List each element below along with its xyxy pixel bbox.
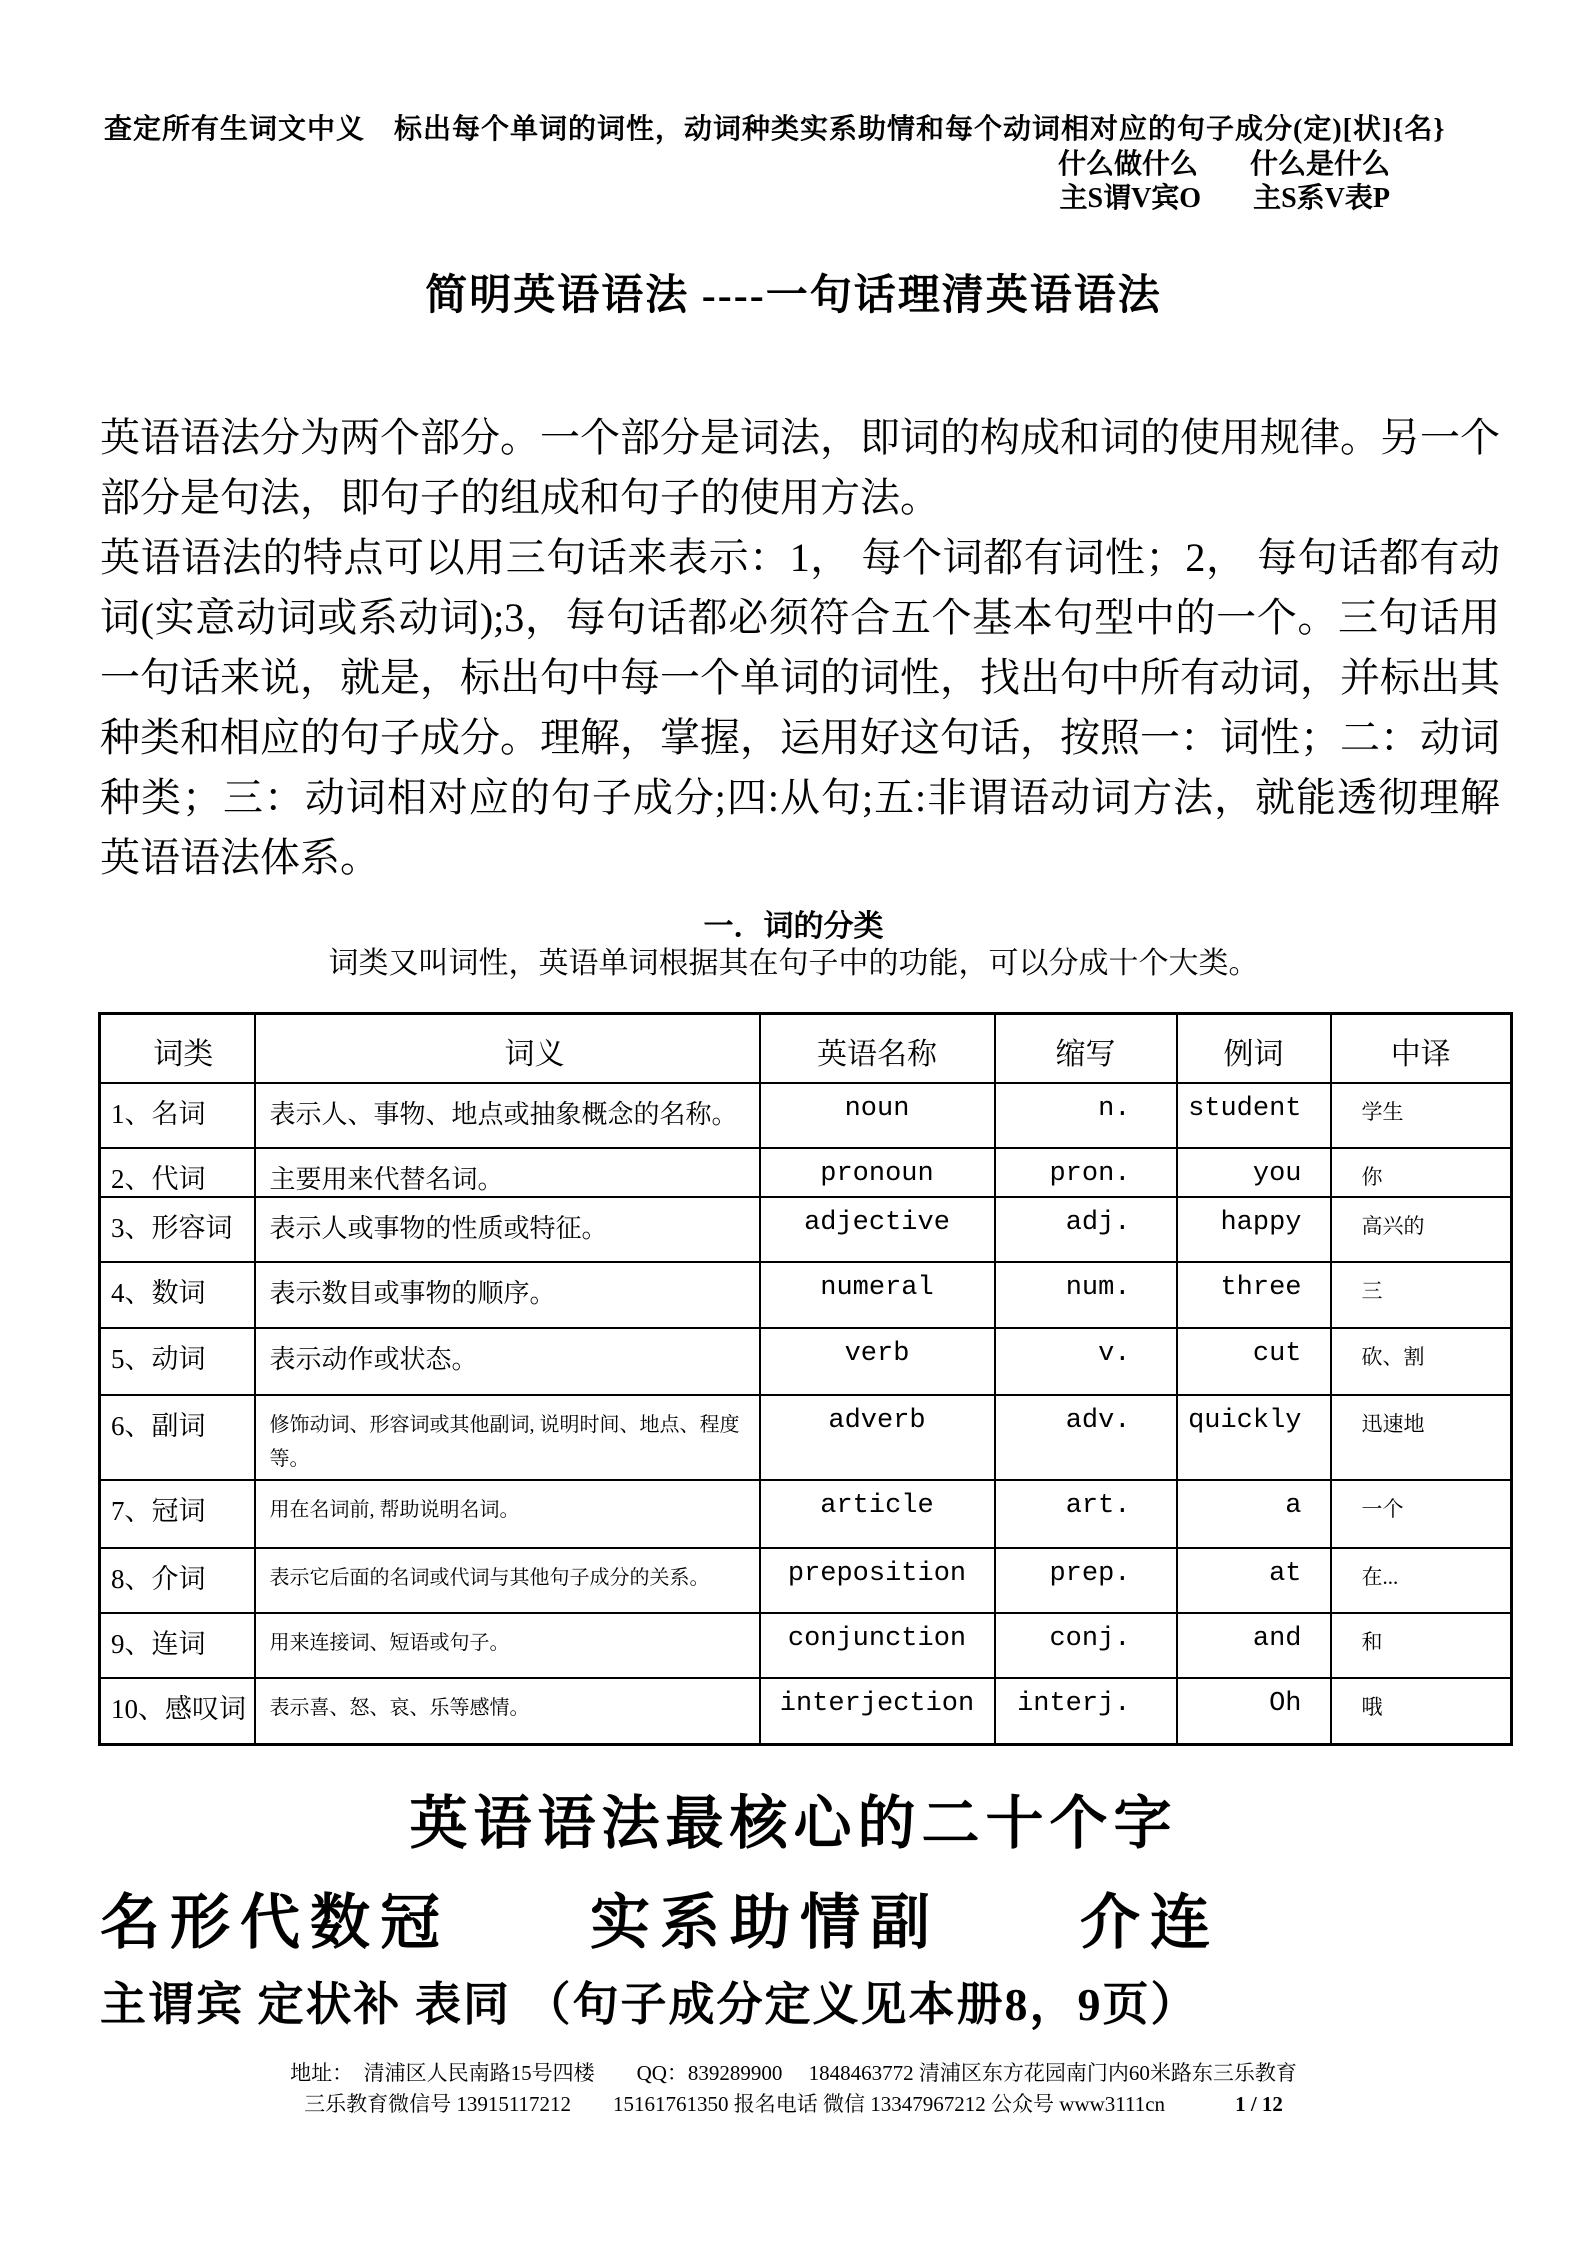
- table-row-verb: [100, 1328, 1512, 1395]
- table-cell: 表示动作或状态。: [255, 1328, 760, 1395]
- table-cell: 表示数目或事物的顺序。: [255, 1262, 760, 1328]
- header-what-does-what: 什么做什么: [1057, 149, 1198, 180]
- table-cell: 10、感叹词: [100, 1678, 255, 1745]
- core-word-classes-line: 名形代数冠 实系助情副 介连: [100, 1890, 1220, 1956]
- table-cell: you: [1177, 1148, 1331, 1197]
- table-cell: 主要用来代替名词。: [255, 1148, 760, 1197]
- table-cell: art.: [995, 1480, 1177, 1548]
- table-cell: adverb: [760, 1395, 995, 1480]
- table-cell: article: [760, 1480, 995, 1548]
- page-title: 简明英语语法 ----一句话理清英语语法: [425, 273, 1162, 319]
- table-row-interjection: [100, 1678, 1512, 1745]
- table-cell: 用来连接词、短语或句子。: [255, 1613, 760, 1678]
- table-cell: 在...: [1331, 1548, 1512, 1613]
- table-cell: three: [1177, 1262, 1331, 1328]
- table-cell: 表示它后面的名词或代词与其他句子成分的关系。: [255, 1548, 760, 1613]
- table-cell: 一个: [1331, 1480, 1512, 1548]
- table-row-noun: [100, 1083, 1512, 1148]
- core-sentence-parts-line: 主谓宾 定状补 表同 （句子成分定义见本册8，9页）: [100, 1979, 1199, 2030]
- table-cell: interjection: [760, 1678, 995, 1745]
- table-cell: 2、代词: [100, 1148, 255, 1197]
- table-row-pronoun: [100, 1148, 1512, 1197]
- table-cell: 用在名词前, 帮助说明名词。: [255, 1480, 760, 1548]
- table-cell: conj.: [995, 1613, 1177, 1678]
- table-cell: 5、动词: [100, 1328, 255, 1395]
- table-cell: conjunction: [760, 1613, 995, 1678]
- table-cell: v.: [995, 1328, 1177, 1395]
- table-row-conjunction: [100, 1613, 1512, 1678]
- table-cell: 三: [1331, 1262, 1512, 1328]
- table-cell: 表示人、事物、地点或抽象概念的名称。: [255, 1083, 760, 1148]
- table-cell: verb: [760, 1328, 995, 1395]
- word-class-table: [98, 1012, 1513, 1746]
- header-svo-pattern: 主S谓V宾O: [1059, 183, 1202, 214]
- table-cell: 修饰动词、形容词或其他副词, 说明时间、地点、程度等。: [255, 1395, 760, 1480]
- intro-paragraph-2: 英语语法的特点可以用三句话来表示：1， 每个词都有词性；2， 每句话都有动词(实意动词或系动词);3，每句话都必须符合五个基本句型中的一个。三句话用一句话来说，就是，标出句中每一个单词的词性，找出句中所有动词，并标出其种类和相应的句子成分。理解，掌握，运用好这句话，按照一：词性；二：动词种类；三：动词相对应的句子成分;四:从句;五:非谓语动词方法，就能透彻理解英语语法体系。: [100, 535, 1500, 880]
- col-header-english-name: 英语名称: [760, 1014, 995, 1083]
- table-cell: a: [1177, 1480, 1331, 1548]
- table-cell: 8、介词: [100, 1548, 255, 1613]
- col-header-meaning: 词义: [255, 1014, 760, 1083]
- table-cell: 迅速地: [1331, 1395, 1512, 1480]
- table-row-article: [100, 1480, 1512, 1548]
- table-header-row: [100, 1014, 1512, 1083]
- col-header-abbreviation: 缩写: [995, 1014, 1177, 1083]
- table-cell: 你: [1331, 1148, 1512, 1197]
- table-cell: 表示喜、怒、哀、乐等感情。: [255, 1678, 760, 1745]
- intro-paragraph-1: 英语语法分为两个部分。一个部分是词法，即词的构成和词的使用规律。另一个部分是句法，即句子的组成和句子的使用方法。: [100, 415, 1500, 520]
- intro-paragraphs: [100, 408, 1500, 888]
- table-cell: 表示人或事物的性质或特征。: [255, 1197, 760, 1262]
- core-twenty-words-heading: 英语语法最核心的二十个字: [409, 1791, 1178, 1856]
- table-row-preposition: [100, 1548, 1512, 1613]
- footer-contact-line: [0, 2089, 1587, 2120]
- table-cell: numeral: [760, 1262, 995, 1328]
- table-cell: adj.: [995, 1197, 1177, 1262]
- table-row-adverb: [100, 1395, 1512, 1480]
- table-cell: adjective: [760, 1197, 995, 1262]
- table-cell: 高兴的: [1331, 1197, 1512, 1262]
- header-what-is-what: 什么是什么: [1249, 149, 1390, 180]
- footer-address-line: 地址： 清浦区人民南路15号四楼 QQ：839289900 1848463772 清浦区东方花园南门内60米路东三乐教育: [290, 2061, 1297, 2085]
- table-cell: 1、名词: [100, 1083, 255, 1148]
- table-cell: 哦: [1331, 1678, 1512, 1745]
- table-cell: 学生: [1331, 1083, 1512, 1148]
- footer-contact-text: 三乐教育微信号 13915117212 15161761350 报名电话 微信 13347967212 公众号 www3111cn: [304, 2092, 1166, 2116]
- table-cell: 9、连词: [100, 1613, 255, 1678]
- table-cell: cut: [1177, 1328, 1331, 1395]
- table-cell: adv.: [995, 1395, 1177, 1480]
- header-annotation-line1: 查定所有生词文中义 标出每个单词的词性，动词种类实系助情和每个动词相对应的句子成分(定)[状]{名}: [104, 114, 1446, 145]
- table-cell: at: [1177, 1548, 1331, 1613]
- table-cell: noun: [760, 1083, 995, 1148]
- header-svp-pattern: 主S系V表P: [1253, 183, 1390, 214]
- table-cell: 6、副词: [100, 1395, 255, 1480]
- table-cell: Oh: [1177, 1678, 1331, 1745]
- col-header-example: 例词: [1177, 1014, 1331, 1083]
- table-cell: 3、形容词: [100, 1197, 255, 1262]
- col-header-chinese-translation: 中译: [1331, 1014, 1512, 1083]
- table-cell: n.: [995, 1083, 1177, 1148]
- header-annotation-line3: [0, 182, 1587, 216]
- col-header-word-class: 词类: [100, 1014, 255, 1083]
- table-cell: pronoun: [760, 1148, 995, 1197]
- page-footer: [0, 2058, 1587, 2120]
- table-cell: 和: [1331, 1613, 1512, 1678]
- header-annotation-line2: [0, 148, 1587, 182]
- table-cell: 砍、割: [1331, 1328, 1512, 1395]
- table-cell: interj.: [995, 1678, 1177, 1745]
- table-cell: num.: [995, 1262, 1177, 1328]
- table-cell: and: [1177, 1613, 1331, 1678]
- page-number: 1 / 12: [1235, 2092, 1283, 2116]
- table-cell: student: [1177, 1083, 1331, 1148]
- table-cell: preposition: [760, 1548, 995, 1613]
- table-cell: 4、数词: [100, 1262, 255, 1328]
- section-subheading: 词类又叫词性，英语单词根据其在句子中的功能，可以分成十个大类。: [328, 947, 1259, 980]
- table-cell: pron.: [995, 1148, 1177, 1197]
- table-cell: happy: [1177, 1197, 1331, 1262]
- table-row-adjective: [100, 1197, 1512, 1262]
- table-row-numeral: [100, 1262, 1512, 1328]
- table-cell: 7、冠词: [100, 1480, 255, 1548]
- table-cell: quickly: [1177, 1395, 1331, 1480]
- table-cell: prep.: [995, 1548, 1177, 1613]
- section-heading: 一．词的分类: [703, 910, 884, 943]
